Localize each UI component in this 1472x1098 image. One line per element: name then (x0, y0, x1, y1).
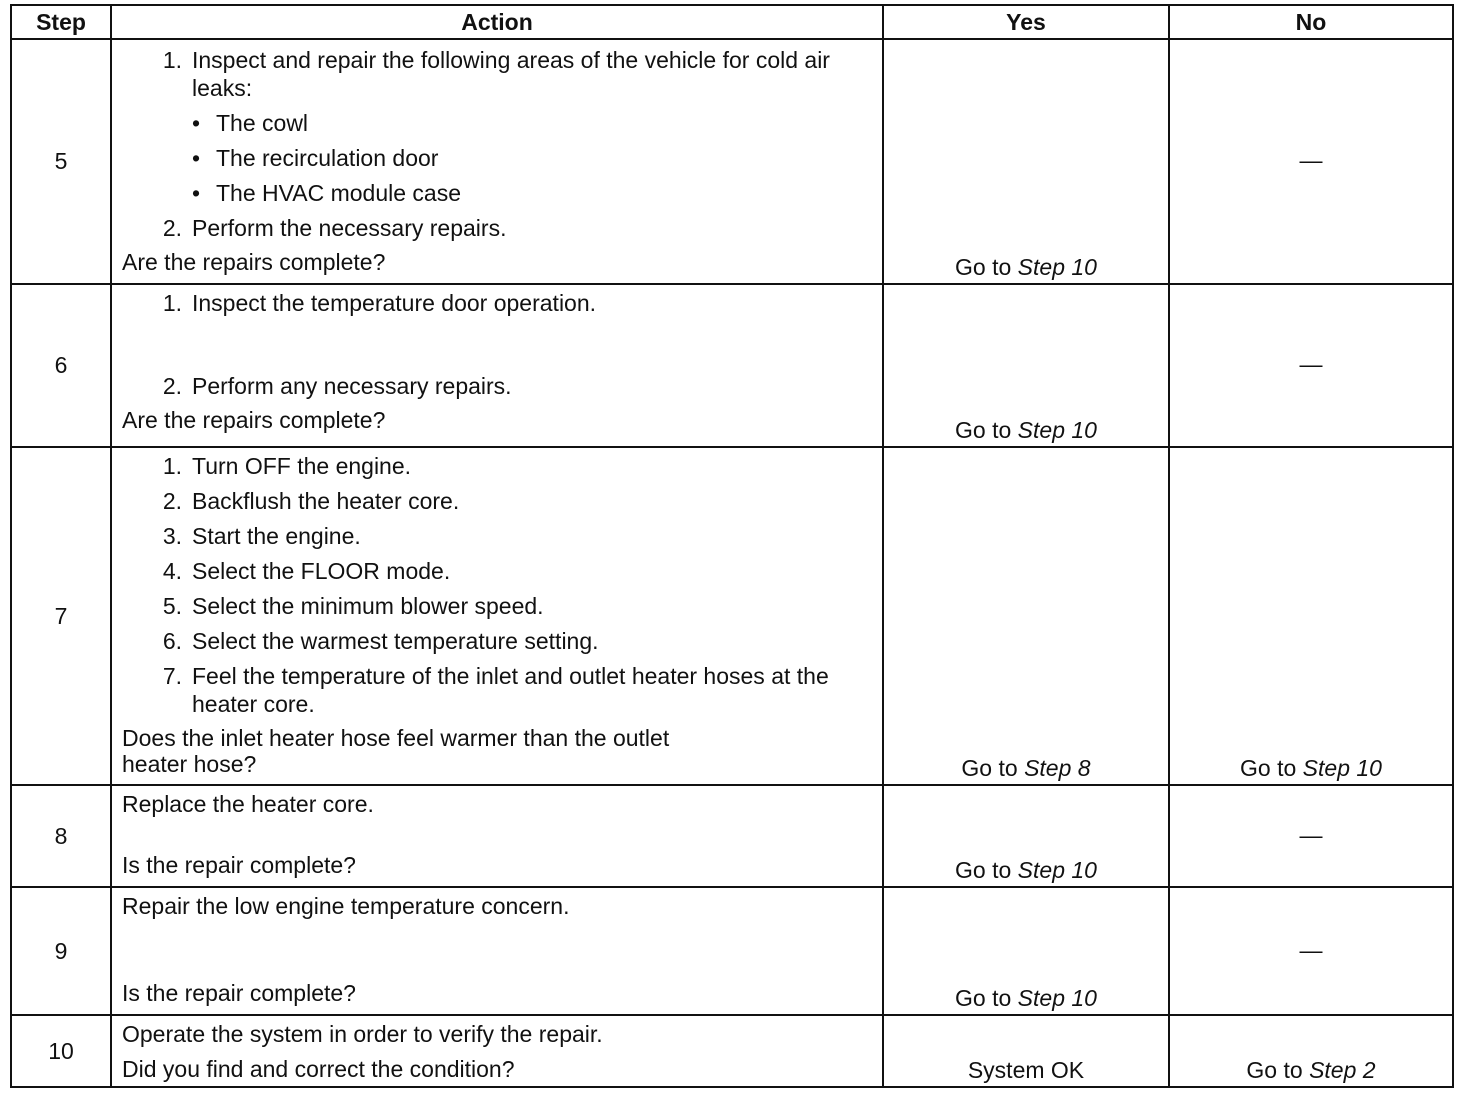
step-number: 9 (11, 887, 111, 1015)
action-step (122, 592, 872, 620)
table-row-step-7 (11, 447, 1453, 785)
action-step-number: 2. (162, 373, 182, 399)
no-cell (1169, 284, 1453, 447)
bullet-item (122, 109, 872, 137)
action-step (122, 372, 872, 400)
yes-prefix: Go to (955, 417, 1018, 443)
action-step-text: Turn OFF the engine. (192, 453, 412, 479)
action-question: Did you find and correct the condition? (122, 1056, 515, 1082)
no-step-ref: Step 10 (1302, 755, 1382, 781)
action-instruction: Replace the heater core. (122, 791, 374, 817)
header-no: No (1169, 5, 1453, 39)
action-step (122, 46, 872, 102)
yes-prefix: Go to (955, 857, 1018, 883)
bullet-icon: • (192, 110, 201, 136)
action-step-number: 1. (162, 453, 182, 479)
action-step-text: Select the minimum blower speed. (192, 593, 544, 619)
action-instruction: Operate the system in order to verify the repair. (122, 1021, 603, 1047)
action-step-text: Inspect the temperature door operation. (192, 290, 597, 316)
table-row-step-5 (11, 39, 1453, 284)
action-step-text: Select the FLOOR mode. (192, 558, 451, 584)
yes-prefix: Go to (955, 254, 1018, 280)
bullet-icon: • (192, 145, 201, 171)
header-step: Step (11, 5, 111, 39)
action-step-number: 7. (162, 663, 182, 689)
header-row (11, 5, 1453, 39)
action-step-number: 5. (162, 593, 182, 619)
bullet-text: The cowl (216, 110, 309, 136)
diagnostic-table (10, 4, 1454, 1088)
header-action: Action (111, 5, 883, 39)
yes-cell (883, 39, 1169, 284)
action-step-text: Backflush the heater core. (192, 488, 460, 514)
table-row-step-10 (11, 1015, 1453, 1087)
no-cell (1169, 39, 1453, 284)
step-number: 5 (11, 39, 111, 284)
action-step (122, 522, 872, 550)
action-cell (111, 447, 883, 785)
no-value: — (1299, 936, 1323, 963)
yes-step-ref: Step 10 (1017, 254, 1097, 280)
action-cell (111, 39, 883, 284)
no-value: — (1299, 821, 1323, 848)
action-question: Is the repair complete? (122, 852, 356, 878)
bullet-icon: • (192, 180, 201, 206)
yes-cell (883, 284, 1169, 447)
no-value: — (1299, 351, 1323, 377)
step-number: 8 (11, 785, 111, 887)
step-number: 7 (11, 447, 111, 785)
no-step-ref: Step 2 (1309, 1057, 1376, 1083)
yes-value: System OK (967, 1057, 1085, 1083)
action-step-number: 1. (162, 290, 182, 316)
step-number: 6 (11, 284, 111, 447)
action-step (122, 557, 872, 585)
action-step-text: Feel the temperature of the inlet and outlet heater hoses at the heater core. (192, 663, 829, 717)
action-step (122, 214, 872, 242)
no-value: — (1299, 147, 1323, 173)
table-row-step-6 (11, 284, 1453, 447)
yes-step-ref: Step 10 (1017, 417, 1097, 443)
action-cell (111, 284, 883, 447)
yes-step-ref: Step 10 (1017, 985, 1097, 1011)
no-prefix: Go to (1240, 755, 1303, 781)
action-step-number: 2. (162, 488, 182, 514)
action-question: Are the repairs complete? (122, 249, 386, 275)
bullet-item (122, 179, 872, 207)
yes-cell (883, 1015, 1169, 1087)
no-cell (1169, 447, 1453, 785)
yes-prefix: Go to (955, 985, 1018, 1011)
no-cell (1169, 887, 1453, 1015)
yes-cell (883, 887, 1169, 1015)
yes-step-ref: Step 8 (1024, 755, 1091, 781)
action-step-text: Start the engine. (192, 523, 361, 549)
action-step-text: Perform the necessary repairs. (192, 215, 507, 241)
action-question: Are the repairs complete? (122, 407, 386, 433)
yes-prefix: Go to (961, 755, 1025, 781)
action-question-line-2: heater hose? (122, 751, 257, 777)
bullet-item (122, 144, 872, 172)
action-step-number: 3. (162, 523, 182, 549)
action-step-text: Select the warmest temperature setting. (192, 628, 599, 654)
bullet-text: The HVAC module case (216, 180, 462, 206)
action-step-text: Inspect and repair the following areas of the vehicle for cold air leaks: (192, 47, 830, 101)
action-step (122, 662, 872, 718)
no-prefix: Go to (1246, 1057, 1310, 1083)
action-step-text: Perform any necessary repairs. (192, 373, 512, 399)
action-cell (111, 887, 883, 1015)
yes-cell (883, 785, 1169, 887)
yes-cell (883, 447, 1169, 785)
action-step (122, 289, 872, 317)
action-question-line-1: Does the inlet heater hose feel warmer than the outlet (122, 725, 670, 751)
action-step-number: 2. (162, 215, 182, 241)
action-instruction: Repair the low engine temperature concern. (122, 893, 570, 919)
action-cell (111, 1015, 883, 1087)
action-question: Is the repair complete? (122, 980, 356, 1006)
step-number: 10 (11, 1015, 111, 1087)
action-step-number: 4. (162, 558, 182, 584)
action-step (122, 452, 872, 480)
bullet-text: The recirculation door (216, 145, 439, 171)
no-cell (1169, 1015, 1453, 1087)
no-cell (1169, 785, 1453, 887)
action-step (122, 487, 872, 515)
header-yes: Yes (883, 5, 1169, 39)
table-row-step-9 (11, 887, 1453, 1015)
action-step-number: 6. (162, 628, 182, 654)
table-row-step-8 (11, 785, 1453, 887)
yes-step-ref: Step 10 (1017, 857, 1097, 883)
action-step (122, 627, 872, 655)
action-cell (111, 785, 883, 887)
action-step-number: 1. (162, 47, 182, 73)
